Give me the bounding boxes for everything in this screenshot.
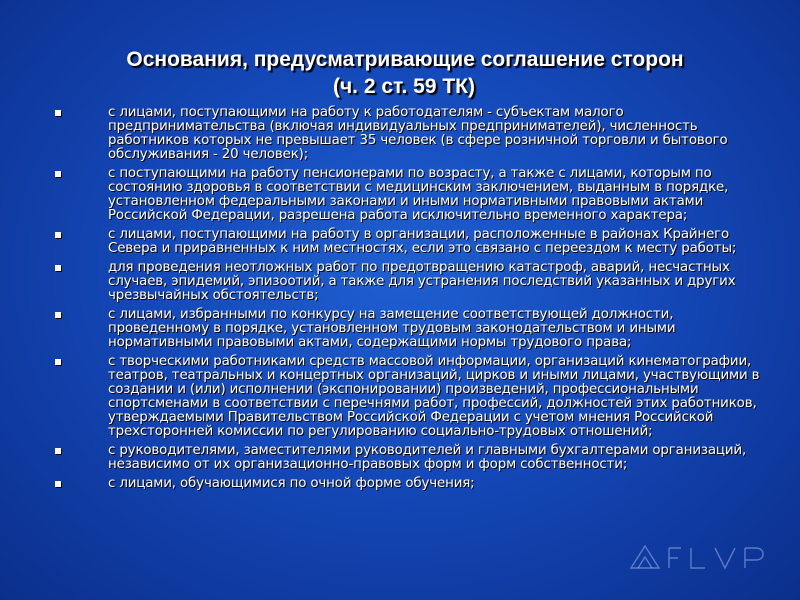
square-bullet-icon: [55, 312, 61, 318]
slide-title: [0, 46, 800, 100]
bullet-text: с творческими работниками средств массовой информации, организаций кинематографии, театров, театральных и концертных организаций, цирков и иными лицами, участвующими в создании и (или) исполнении (экспонировании) произведений, профессиональными спортсменами в соответствии с перечнями работ, профессий, должностей этих работников, утверждаемыми Правительством Российской Федерации с учетом мнения Российской трехсторонней комиссии по регулированию социально-трудовых отношений;: [108, 354, 760, 439]
bullet-item: [108, 355, 770, 439]
square-bullet-icon: [55, 171, 61, 177]
bullet-text: с лицами, обучающимися по очной форме обучения;: [108, 476, 475, 491]
bullet-list: [108, 106, 770, 496]
bullet-item: [108, 228, 770, 256]
bullet-text: для проведения неотложных работ по предотвращению катастроф, аварий, несчастных случаев, эпидемий, эпизоотий, а также для устранения последствий указанных и других чрезвычайных обстоятельств;: [108, 260, 736, 303]
square-bullet-icon: [55, 265, 61, 271]
square-bullet-icon: [55, 481, 61, 487]
bullet-text: с лицами, поступающими на работу в организации, расположенные в районах Крайнего Севера и приравненных к ним местностях, если это связано с переездом к месту работы;: [108, 227, 737, 256]
slide-title-line1: Основания, предусматривающие соглашение сторон: [126, 48, 684, 71]
bullet-item: [108, 167, 770, 223]
bullet-text: с лицами, избранными по конкурсу на замещение соответствующей должности, проведенному в порядке, установленном трудовым законодательством и иными нормативными правовыми актами, содержащими нормы трудового права;: [108, 307, 676, 350]
square-bullet-icon: [55, 359, 61, 365]
square-bullet-icon: [55, 232, 61, 238]
bullet-text: с лицами, поступающими на работу к работодателям - субъектам малого предпринимательства (включая индивидуальных предпринимателей), численность работников которых не превышает 35 человек (в сфере розничной торговли и бытового обслуживания - 20 человек);: [108, 105, 728, 162]
bullet-item: [108, 261, 770, 303]
bullet-item: [108, 106, 770, 162]
bullet-item: [108, 308, 770, 350]
bullet-text: с руководителями, заместителями руководителей и главными бухгалтерами организаций, независимо от их организационно-правовых форм и форм собственности;: [108, 443, 747, 472]
watermark-logo: [625, 540, 770, 574]
bullet-text: с поступающими на работу пенсионерами по возрасту, а также с лицами, которым по состоянию здоровья в соответствии с медицинским заключением, выданным в порядке, установленном федеральными законами и иными нормативными правовыми актами Российской Федерации, разрешена работа исключительно временного характера;: [108, 166, 729, 223]
bullet-item: [108, 477, 770, 491]
square-bullet-icon: [55, 110, 61, 116]
slide-title-line2: (ч. 2 ст. 59 ТК): [333, 75, 475, 98]
bullet-item: [108, 444, 770, 472]
square-bullet-icon: [55, 448, 61, 454]
